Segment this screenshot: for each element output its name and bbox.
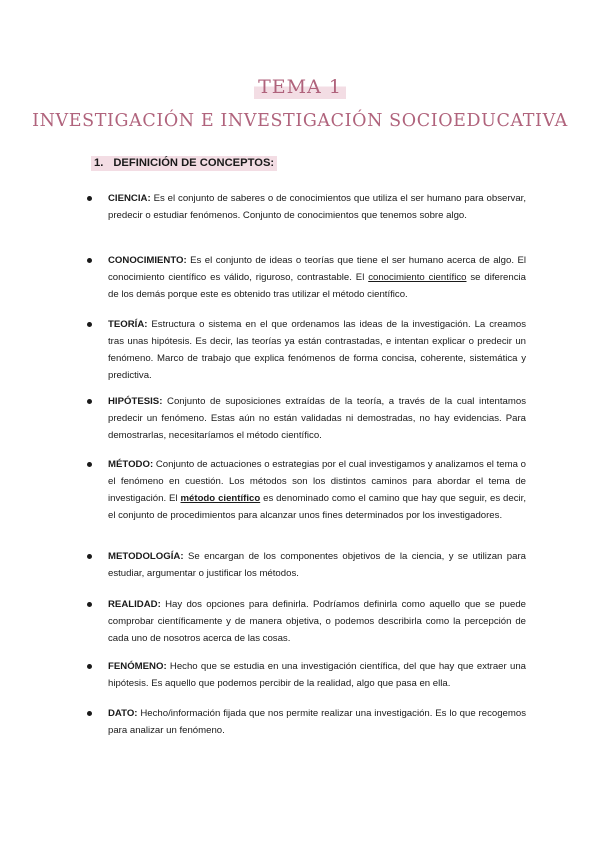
bullet-icon — [87, 399, 92, 404]
term-colon: : — [163, 661, 167, 672]
definition-hipotesis — [108, 393, 526, 444]
definition-dato — [108, 705, 526, 739]
definition-fenomeno — [108, 658, 526, 692]
definition-term: TEORÍA — [108, 319, 145, 330]
definition-text-cont: se diferencia de los demás porque este es obtenido tras utilizar el método científico. — [108, 272, 526, 300]
definition-text-cont: es denominado como el camino que hay que seguir, es decir, el conjunto de procedimientos para alcanzar unos fines determinados por los investigadores. — [108, 493, 526, 521]
title-block — [0, 76, 600, 131]
definition-text: Hecho que se estudia en una investigación científica, del que hay que extraer una hipótesis. Es aquello que podemos percibir de la realidad, algo que pasa en ella. — [108, 661, 526, 689]
term-colon: : — [144, 319, 148, 330]
term-colon: : — [183, 255, 187, 266]
section-number: 1. — [94, 157, 104, 169]
bullet-icon — [87, 664, 92, 669]
bullet-icon — [87, 322, 92, 327]
definition-term: REALIDAD — [108, 599, 158, 610]
definition-text: Conjunto de suposiciones extraídas de la teoría, a través de la cual intentamos predecir un fenómeno. Estas aún no están validadas ni demostradas, no hay evidencias. Para demostrarlas, necesitaríamos el método científico. — [108, 396, 526, 441]
section-title: DEFINICIÓN DE CONCEPTOS: — [113, 157, 275, 169]
bullet-icon — [87, 258, 92, 263]
definition-conocimiento — [108, 252, 526, 303]
term-colon: : — [134, 708, 138, 719]
definition-text: Conjunto de actuaciones o estrategias por el cual investigamos y analizamos el tema o el fenómeno en cuestión. Los métodos son los distintos caminos para abordar el tema de investigación. El — [108, 459, 526, 504]
definition-teoria — [108, 316, 526, 384]
bullet-icon — [87, 711, 92, 716]
bullet-icon — [87, 554, 92, 559]
bullet-icon — [87, 462, 92, 467]
term-colon: : — [157, 599, 161, 610]
definition-term: DATO — [108, 708, 135, 719]
underlined-term: método científico — [180, 493, 261, 504]
document-title: TEMA 1 — [254, 76, 346, 99]
bullet-icon — [87, 602, 92, 607]
term-colon: : — [159, 396, 163, 407]
definition-metodo — [108, 456, 526, 524]
definition-text: Es el conjunto de ideas o teorías que tiene el ser humano acerca de algo. El conocimiento científico es válido, riguroso, contrastable. El — [108, 255, 526, 283]
definition-ciencia — [108, 190, 526, 224]
definition-text: Estructura o sistema en el que ordenamos las ideas de la investigación. La creamos tras unas hipótesis. Es decir, las teorías ya están contrastadas, e intentan explicar o predecir un fenómeno. Marco de trabajo que explica fenómenos de forma concisa, coherente, sistemática y predictiva. — [108, 319, 526, 381]
definition-realidad — [108, 596, 526, 647]
definition-term: HIPÓTESIS — [108, 396, 160, 407]
definition-metodologia — [108, 548, 526, 582]
section-heading — [91, 156, 277, 171]
underlined-term: conocimiento científico — [368, 272, 467, 283]
term-colon: : — [149, 459, 154, 470]
bullet-icon — [87, 196, 92, 201]
term-colon: : — [147, 193, 151, 204]
definition-text: Es el conjunto de saberes o de conocimientos que utiliza el ser humano para observar, predecir o estudiar fenómenos. Conjunto de conocimientos que tenemos sobre algo. — [108, 193, 526, 221]
definition-term: METODOLOGÍA — [108, 551, 181, 562]
definition-term: MÉTODO — [108, 459, 150, 470]
definition-text: Se encargan de los componentes objetivos de la ciencia, y se utilizan para estudiar, argumentar o justificar los métodos. — [108, 551, 526, 579]
document-subtitle: INVESTIGACIÓN E INVESTIGACIÓN SOCIOEDUCATIVA — [32, 111, 568, 131]
definition-term: CIENCIA — [108, 193, 148, 204]
definition-term: CONOCIMIENTO — [108, 255, 184, 266]
definition-text: Hay dos opciones para definirla. Podríamos definirla como aquello que se puede comprobar científicamente y de manera objetiva, o podemos describirla como la percepción de cada uno de nosotros acerca de las cosas. — [108, 599, 526, 644]
definition-text: Hecho/información fijada que nos permite realizar una investigación. Es lo que recogemos para analizar un fenómeno. — [108, 708, 526, 736]
definition-term: FENÓMENO — [108, 661, 164, 672]
term-colon: : — [180, 551, 184, 562]
